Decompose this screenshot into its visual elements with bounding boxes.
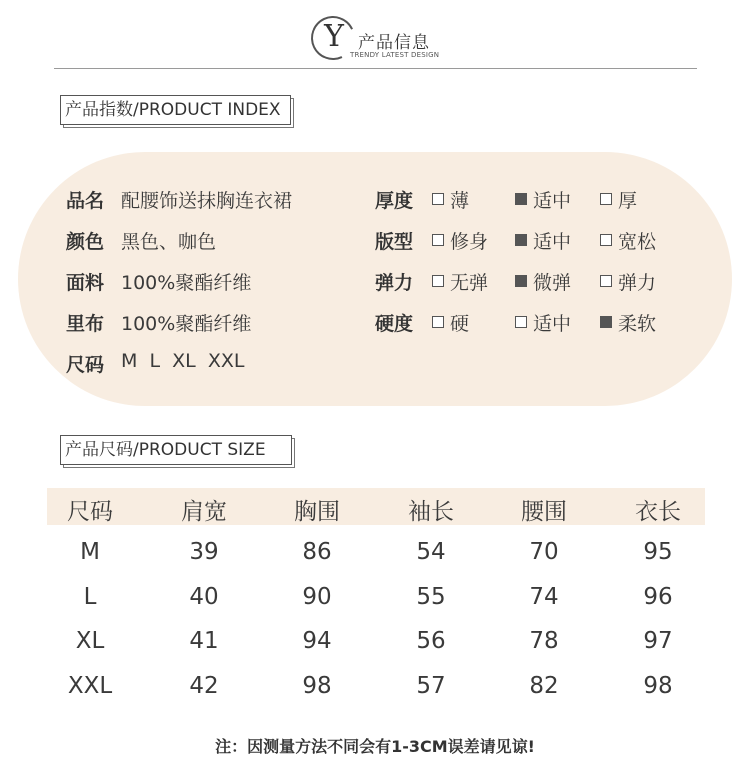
measurement-note: 注：因测量方法不同会有1-3CM误差请见谅! xyxy=(215,737,535,756)
product-size-label: 产品尺码/PRODUCT SIZE xyxy=(60,435,292,465)
table-cell: 86 xyxy=(302,539,332,565)
spec-option xyxy=(515,268,571,295)
table-cell: M xyxy=(80,539,100,565)
spec-option-label: 厚 xyxy=(618,190,638,212)
checkbox-icon xyxy=(432,275,444,287)
table-header-cell: 袖长 xyxy=(408,499,454,525)
row-label-fabric: 面料 xyxy=(66,272,105,294)
spec-option xyxy=(432,186,469,213)
row-label-lining: 里布 xyxy=(66,313,105,335)
row-label-size: 尺码 xyxy=(66,354,105,376)
table-cell: 90 xyxy=(302,584,332,610)
spec-option-label: 弹力 xyxy=(618,272,657,294)
spec-option xyxy=(515,186,571,213)
table-cell: 97 xyxy=(643,628,673,654)
checkbox-checked-icon xyxy=(600,316,612,328)
spec-option xyxy=(600,227,656,254)
checkbox-icon xyxy=(432,234,444,246)
table-header-cell: 衣长 xyxy=(635,499,681,525)
row-value-size: M L XL XXL xyxy=(121,350,245,372)
spec-option xyxy=(515,309,571,336)
table-cell: 98 xyxy=(302,673,332,699)
spec-option-label: 适中 xyxy=(533,231,572,253)
table-cell: 70 xyxy=(529,539,559,565)
table-cell: XXL xyxy=(67,673,113,699)
checkbox-icon xyxy=(515,316,527,328)
spec-option-label: 微弹 xyxy=(533,272,572,294)
row-value-color: 黑色、咖色 xyxy=(121,231,217,253)
product-index-label: 产品指数/PRODUCT INDEX xyxy=(60,95,291,125)
checkbox-icon xyxy=(600,193,612,205)
checkbox-icon xyxy=(432,316,444,328)
table-cell: 78 xyxy=(529,628,559,654)
spec-option-label: 适中 xyxy=(533,190,572,212)
spec-option xyxy=(432,309,469,336)
table-header-cell: 腰围 xyxy=(521,499,567,525)
row-value-name: 配腰饰送抹胸连衣裙 xyxy=(121,190,293,212)
spec-label-thickness: 厚度 xyxy=(375,190,414,212)
spec-label-fit: 版型 xyxy=(375,231,414,253)
table-cell: 94 xyxy=(302,628,332,654)
checkbox-checked-icon xyxy=(515,193,527,205)
page-subtitle: TRENDY LATEST DESIGN xyxy=(350,51,440,59)
spec-option-label: 薄 xyxy=(450,190,470,212)
checkbox-checked-icon xyxy=(515,275,527,287)
spec-option xyxy=(600,268,656,295)
table-cell: 41 xyxy=(189,628,219,654)
table-cell: 74 xyxy=(529,584,559,610)
table-header-cell: 胸围 xyxy=(294,499,340,525)
spec-option xyxy=(600,186,637,213)
table-header-cell: 尺码 xyxy=(67,499,113,525)
table-cell: 57 xyxy=(416,673,446,699)
table-header-cell: 肩宽 xyxy=(181,499,227,525)
spec-option-label: 宽松 xyxy=(618,231,657,253)
logo-letter: Y xyxy=(324,19,344,54)
spec-option xyxy=(432,268,488,295)
table-cell: 98 xyxy=(643,673,673,699)
table-cell: 54 xyxy=(416,539,446,565)
table-cell: 55 xyxy=(416,584,446,610)
spec-label-elasticity: 弹力 xyxy=(375,272,414,294)
header-divider xyxy=(54,68,697,69)
row-value-lining: 100%聚酯纤维 xyxy=(121,313,252,335)
spec-label-hardness: 硬度 xyxy=(375,313,414,335)
table-cell: 42 xyxy=(189,673,219,699)
table-cell: 82 xyxy=(529,673,559,699)
spec-option-label: 适中 xyxy=(533,313,572,335)
table-cell: 95 xyxy=(643,539,673,565)
page-title: 产品信息 xyxy=(358,33,430,53)
row-value-fabric: 100%聚酯纤维 xyxy=(121,272,252,294)
table-cell: XL xyxy=(75,628,105,654)
row-label-name: 品名 xyxy=(66,190,105,212)
spec-option-label: 柔软 xyxy=(618,313,657,335)
checkbox-icon xyxy=(600,275,612,287)
spec-option xyxy=(432,227,488,254)
spec-option-label: 无弹 xyxy=(450,272,489,294)
row-label-color: 颜色 xyxy=(66,231,105,253)
table-cell: 39 xyxy=(189,539,219,565)
spec-option xyxy=(515,227,571,254)
table-cell: 40 xyxy=(189,584,219,610)
table-cell: 96 xyxy=(643,584,673,610)
checkbox-checked-icon xyxy=(515,234,527,246)
spec-option xyxy=(600,309,656,336)
checkbox-icon xyxy=(432,193,444,205)
spec-option-label: 修身 xyxy=(450,231,489,253)
size-table-header-bar xyxy=(47,488,705,525)
table-cell: L xyxy=(83,584,97,610)
checkbox-icon xyxy=(600,234,612,246)
spec-option-label: 硬 xyxy=(450,313,470,335)
table-cell: 56 xyxy=(416,628,446,654)
